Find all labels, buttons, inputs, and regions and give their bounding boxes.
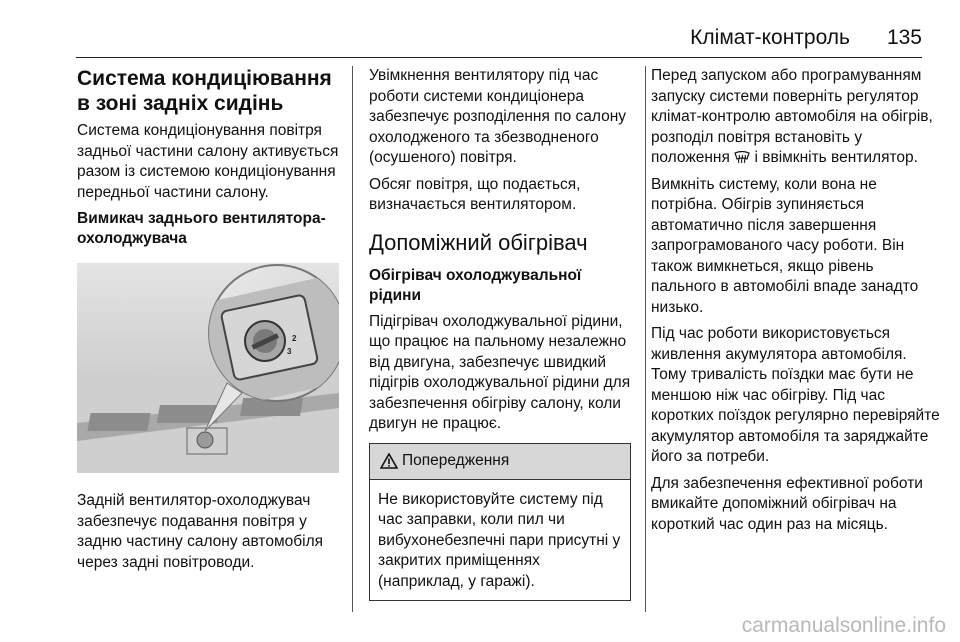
watermark: carmanualsonline.info bbox=[741, 614, 946, 637]
warning-triangle-icon bbox=[380, 453, 398, 469]
subsection-heading: Обігрівач охолоджувальної рідини bbox=[369, 266, 582, 304]
column-divider bbox=[352, 66, 353, 612]
subsection-heading: Вимикач заднього вентилятора-охолоджувача bbox=[77, 210, 326, 247]
paragraph-text: і ввімкніть вентилятор. bbox=[754, 149, 918, 166]
paragraph: Для забезпечення ефективної роботи вмикайте допоміжний обігрівач на короткий час один раз на місяць. bbox=[651, 474, 923, 533]
paragraph: Підігрівач охолоджувальної рідини, що працює на пальному незалежно від двигуна, забезпечує швидкий підігрів охолоджувальної рідини для забезпечення обігріву салону, коли двигун не працює. bbox=[369, 312, 631, 432]
paragraph bbox=[651, 66, 941, 169]
windscreen-defrost-icon bbox=[734, 150, 750, 164]
paragraph: Вимкніть систему, коли вона не потрібна. Обігрів зупиняється автоматично після завершення запрограмованого часу роботи. Він також вимкнеться, якщо рівень пального в автомобілі впаде занадто низько. bbox=[651, 175, 919, 316]
figure-caption: Задній вентилятор-охолоджувач забезпечує подавання повітря у задню частину салону автомобіля через задні повітроводи. bbox=[77, 492, 324, 571]
column-3 bbox=[651, 66, 941, 541]
paragraph-text: Перед запуском або програмуванням запуску системи поверніть регулятор клімат-контролю автомобіля на обігрів, розподіл повітря встановіть у положення bbox=[651, 67, 933, 166]
paragraph: Під час роботи використовується живлення акумулятора автомобіля. Тому тривалість поїздки має бути не меншою ніж час обігріву. Під час коротких поїздок регулярно перевіряйте акумулятор автомобіля та заряджайте його за потреби. bbox=[651, 325, 940, 465]
column-2 bbox=[369, 66, 633, 601]
warning-box bbox=[369, 443, 631, 602]
section-heading: Допоміжний обігрівач bbox=[369, 229, 588, 255]
running-header-title: Клімат-контроль bbox=[690, 26, 850, 49]
rear-fan-switch-illustration bbox=[77, 263, 339, 473]
dial-label: 3 bbox=[287, 347, 292, 356]
warning-text: Не використовуйте систему під час заправки, коли пил чи вибухонебезпечні пари присутні у закритих приміщеннях (наприклад, у гаражі). bbox=[378, 490, 621, 590]
header-rule bbox=[76, 57, 922, 58]
paragraph: Увімкнення вентилятору під час роботи системи кондиціонера забезпечує розподілення по салону охолодженого та збезводненого (осушеного) повітря. bbox=[369, 67, 627, 166]
dial-label: 2 bbox=[292, 334, 297, 343]
paragraph: Обсяг повітря, що подається, визначається вентилятором. bbox=[369, 175, 581, 213]
warning-title: Попередження bbox=[402, 451, 510, 469]
section-heading: Система кондиціювання в зоні задніх сидінь bbox=[77, 67, 332, 115]
column-divider bbox=[645, 66, 646, 612]
intro-paragraph: Система кондиціонування повітря задньої частини салону активується разом із системою кондиціонування передньої частини салону. bbox=[77, 122, 339, 201]
warning-header bbox=[370, 444, 630, 480]
page-number: 135 bbox=[886, 26, 922, 49]
column-1 bbox=[77, 66, 342, 579]
